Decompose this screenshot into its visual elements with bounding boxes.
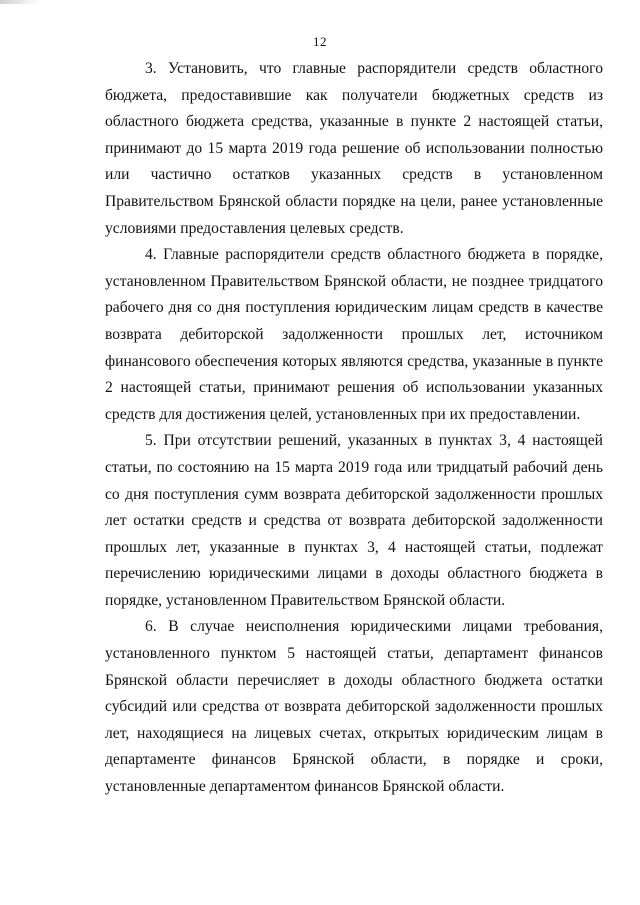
page-number: 12: [313, 34, 327, 49]
paragraph-6: 6. В случае неисполнения юридическими лицами требования, установленного пунктом 5 настоящей статьи, департамент финансов Брянской области перечисляет в доходы областного бюджета остатки субсидий или средства от возврата дебиторской задолженности прошлых лет, находящиеся на лицевых счетах, открытых юридическим лицам в департаменте финансов Брянской области, в порядке и сроки, установленные департаментом финансов Брянской области.: [105, 618, 603, 796]
paragraph-3: 3. Установить, что главные распорядители средств областного бюджета, предоставившие как получатели бюджетных средств из областного бюджета средства, указанные в пункте 2 настоящей статьи, принимают до 15 марта 2019 года решение об использовании полностью или частично остатков указанных средств в установленном Правительством Брянской области порядке на цели, ранее установленные условиями предоставления целевых средств.: [105, 60, 603, 237]
document-body: [105, 56, 603, 801]
paragraph-4: 4. Главные распорядители средств областного бюджета в порядке, установленном Правительством Брянской области, не позднее тридцатого рабочего дня со дня поступления юридическим лицам средств в качестве возврата дебиторской задолженности прошлых лет, источником финансового обеспечения которых являются средства, указанные в пункте 2 настоящей статьи, принимают решения об использовании указанных средств для достижения целей, установленных при их предоставлении.: [105, 246, 603, 423]
paragraph-5: 5. При отсутствии решений, указанных в пунктах 3, 4 настоящей статьи, по состоянию на 15 марта 2019 года или тридцатый рабочий день со дня поступления сумм возврата дебиторской задолженности прошлых лет остатки средств и средства от возврата дебиторской задолженности прошлых лет, указанные в пунктах 3, 4 настоящей статьи, подлежат перечислению юридическими лицами в доходы областного бюджета в порядке, установленном Правительством Брянской области.: [105, 432, 603, 609]
scan-edge-mark: [0, 0, 40, 4]
